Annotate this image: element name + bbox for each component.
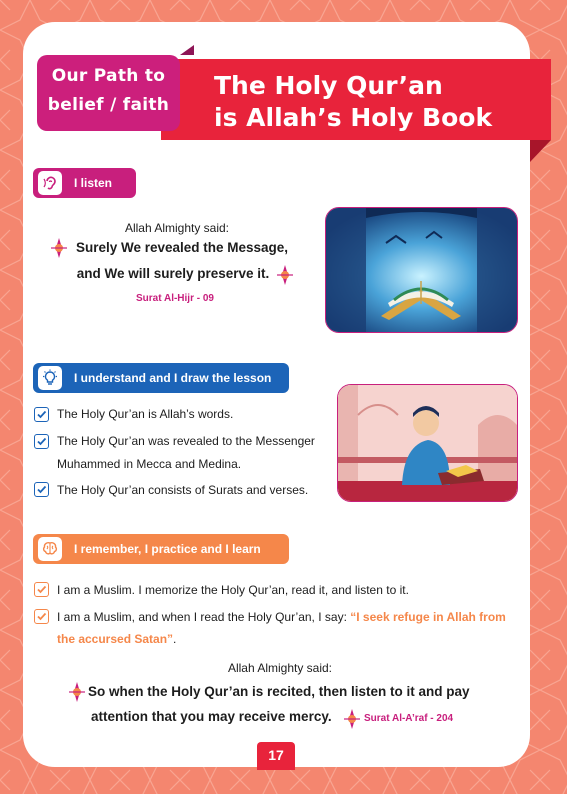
path-label bbox=[37, 62, 180, 120]
understand-item: The Holy Qur’an was revealed to the Messenger bbox=[57, 434, 315, 448]
page-number: 17 bbox=[257, 742, 295, 770]
remember-item2-quote-a: “I seek refuge in Allah from bbox=[350, 610, 506, 624]
remember-item-cont bbox=[57, 632, 176, 646]
checkbox-icon bbox=[34, 407, 49, 422]
checkbox-icon bbox=[34, 482, 49, 497]
understand-item-cont: Muhammed in Mecca and Medina. bbox=[57, 457, 242, 471]
path-line2: belief / faith bbox=[47, 95, 170, 115]
quran-on-stand-image bbox=[325, 207, 518, 333]
path-line1: Our Path to bbox=[51, 66, 166, 86]
title-line2: is Allah’s Holy Book bbox=[214, 103, 493, 132]
listen-reference: Surat Al-Hijr - 09 bbox=[136, 293, 214, 304]
ornament-icon bbox=[67, 680, 87, 704]
remember-verse-line1: So when the Holy Qur’an is recited, then listen to it and pay bbox=[88, 684, 470, 699]
remember-verse-line2: attention that you may receive mercy. bbox=[91, 709, 332, 724]
remember-item2-quote-b: the accursed Satan” bbox=[57, 632, 174, 646]
remember-item: I am a Muslim. I memorize the Holy Qur’an, read it, and listen to it. bbox=[57, 583, 409, 597]
ornament-icon bbox=[342, 707, 362, 731]
remember-intro: Allah Almighty said: bbox=[227, 661, 333, 675]
listen-intro: Allah Almighty said: bbox=[124, 221, 230, 235]
ornament-icon bbox=[275, 263, 295, 287]
understand-section-header bbox=[33, 363, 289, 393]
title-banner-fold bbox=[530, 140, 551, 162]
understand-label: I understand and I draw the lesson bbox=[74, 371, 272, 385]
brain-icon bbox=[38, 537, 62, 561]
listen-verse-line2: and We will surely preserve it. bbox=[76, 266, 270, 281]
listen-label: I listen bbox=[74, 176, 113, 190]
path-banner-fold bbox=[180, 45, 194, 55]
title-line1: The Holy Qur’an bbox=[214, 71, 443, 100]
listen-section-header bbox=[33, 168, 136, 198]
remember-label: I remember, I practice and I learn bbox=[74, 542, 261, 556]
remember-item bbox=[57, 610, 527, 624]
remember-item2-prefix: I am a Muslim, and when I read the Holy Qur’an, I say: bbox=[57, 610, 351, 624]
boy-reading-quran-image bbox=[337, 384, 518, 502]
understand-item: The Holy Qur’an consists of Surats and verses. bbox=[57, 483, 309, 497]
ear-icon bbox=[38, 171, 62, 195]
remember-section-header bbox=[33, 534, 289, 564]
checkbox-icon bbox=[34, 434, 49, 449]
lightbulb-icon bbox=[38, 366, 62, 390]
checkbox-icon bbox=[34, 582, 49, 597]
listen-verse-line1: Surely We revealed the Message, bbox=[75, 240, 289, 255]
understand-item: The Holy Qur’an is Allah’s words. bbox=[57, 407, 234, 421]
checkbox-icon bbox=[34, 609, 49, 624]
page-title bbox=[214, 70, 534, 134]
remember-item2-suffix: . bbox=[173, 632, 177, 646]
remember-reference: Surat Al-A’raf - 204 bbox=[364, 713, 454, 724]
